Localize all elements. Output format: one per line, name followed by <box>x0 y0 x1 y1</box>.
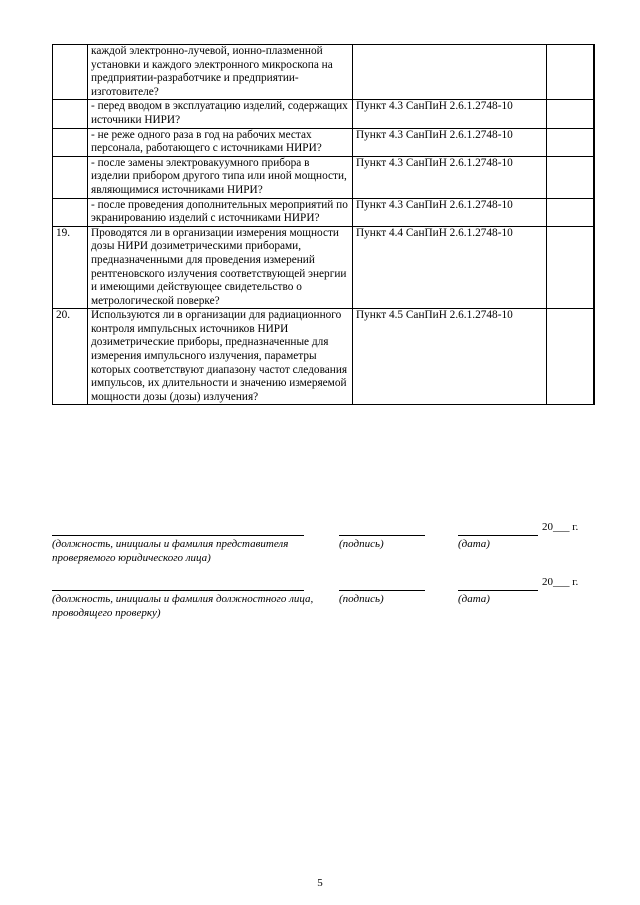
table-row <box>53 100 595 128</box>
table-row <box>53 156 595 198</box>
reference-cell: Пункт 4.3 СанПиН 2.6.1.2748-10 <box>353 198 547 226</box>
notes-cell <box>594 45 595 100</box>
signature-line-inspector <box>52 590 304 591</box>
table-row <box>53 226 595 309</box>
year-field-1: 20___ г. <box>542 521 579 533</box>
reference-cell: Пункт 4.3 СанПиН 2.6.1.2748-10 <box>353 100 547 128</box>
question-cell: - после проведения дополнительных мероприятий по экранированию изделий с источниками НИРИ? <box>88 198 353 226</box>
representative-caption: (должность, инициалы и фамилия представителя проверяемого юридического лица) <box>52 538 289 564</box>
reference-cell <box>353 45 547 100</box>
question-cell: - после замены электровакуумного прибора в изделии прибором другого типа или иной мощности, являющимися источниками НИРИ? <box>88 156 353 198</box>
notes-cell <box>594 198 595 226</box>
row-number: 19. <box>53 226 88 309</box>
table-row <box>53 45 595 100</box>
answer-cell <box>547 309 594 405</box>
signature-line-sign-1 <box>339 535 425 536</box>
question-cell: Используются ли в организации для радиационного контроля импульсных источников НИРИ дозиметрические приборы, предназначенные для измерения импульсного излучения, параметры которых соответствуют диапазону частот следования импульсов, их длительности и значению измеряемой мощности дозы (дозы) излучения? <box>88 309 353 405</box>
table-row <box>53 128 595 156</box>
notes-cell <box>594 226 595 309</box>
page-number: 5 <box>317 877 323 889</box>
table-row <box>53 198 595 226</box>
question-cell: каждой электронно-лучевой, ионно-плазменной установки и каждого электронного микроскопа на предприятии-разработчике и предприятии-изготовителе? <box>88 45 353 100</box>
question-cell: Проводятся ли в организации измерения мощности дозы НИРИ дозиметрическими приборами, предназначенными для проведения измерений рентгеновского излучения соответствующей энергии и имеющими действующее свидетельство о метрологической поверке? <box>88 226 353 309</box>
row-number <box>53 156 88 198</box>
date-caption-1: (дата) <box>458 538 490 550</box>
answer-cell <box>547 100 594 128</box>
signature-line-date-2 <box>458 590 538 591</box>
reference-cell: Пункт 4.3 СанПиН 2.6.1.2748-10 <box>353 156 547 198</box>
answer-cell <box>547 198 594 226</box>
answer-cell <box>547 45 594 100</box>
row-number <box>53 128 88 156</box>
question-cell: - не реже одного раза в год на рабочих местах персонала, работающего с источниками НИРИ? <box>88 128 353 156</box>
reference-cell: Пункт 4.4 СанПиН 2.6.1.2748-10 <box>353 226 547 309</box>
row-number <box>53 100 88 128</box>
answer-cell <box>547 226 594 309</box>
signature-line-representative <box>52 535 304 536</box>
signature-line-sign-2 <box>339 590 425 591</box>
year-field-2: 20___ г. <box>542 576 579 588</box>
checklist-table <box>52 44 595 405</box>
row-number: 20. <box>53 309 88 405</box>
inspector-caption: (должность, инициалы и фамилия должностного лица, проводящего проверку) <box>52 593 314 619</box>
reference-cell: Пункт 4.5 СанПиН 2.6.1.2748-10 <box>353 309 547 405</box>
table-row <box>53 309 595 405</box>
row-number <box>53 45 88 100</box>
sign-caption-2: (подпись) <box>339 593 384 605</box>
sign-caption-1: (подпись) <box>339 538 384 550</box>
reference-cell: Пункт 4.3 СанПиН 2.6.1.2748-10 <box>353 128 547 156</box>
answer-cell <box>547 156 594 198</box>
date-caption-2: (дата) <box>458 593 490 605</box>
notes-cell <box>594 156 595 198</box>
notes-cell <box>594 100 595 128</box>
signature-line-date-1 <box>458 535 538 536</box>
notes-cell <box>594 309 595 405</box>
notes-cell <box>594 128 595 156</box>
answer-cell <box>547 128 594 156</box>
question-cell: - перед вводом в эксплуатацию изделий, содержащих источники НИРИ? <box>88 100 353 128</box>
row-number <box>53 198 88 226</box>
